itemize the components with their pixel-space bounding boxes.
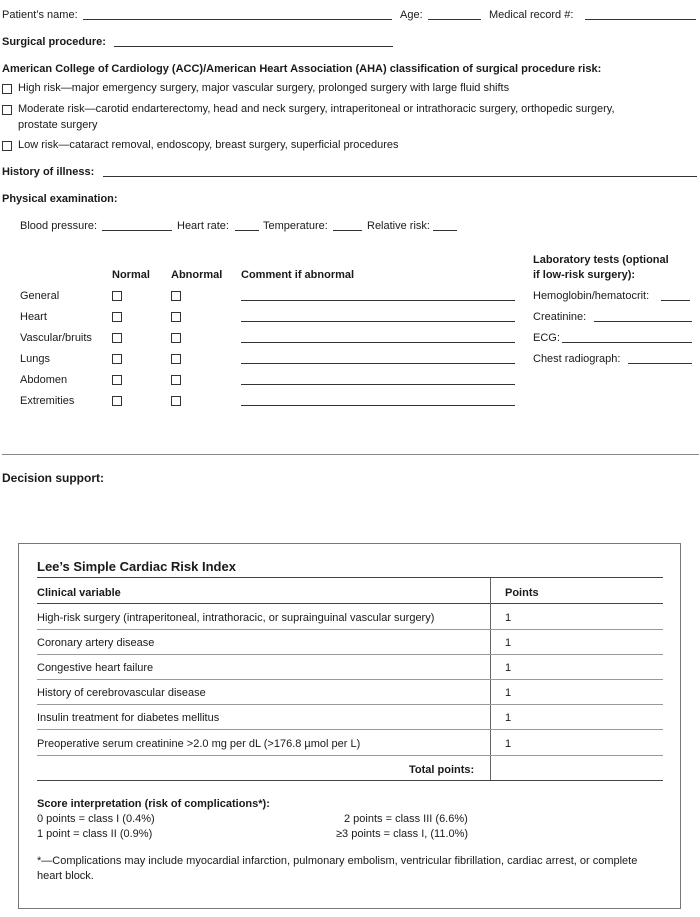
surgical-procedure-field[interactable]	[114, 46, 393, 47]
table-row-points: 1	[505, 662, 512, 674]
patient-name-label: Patient’s name:	[2, 9, 78, 21]
patient-name-field[interactable]	[83, 19, 392, 20]
hr-label: Heart rate:	[177, 220, 229, 232]
exam-normal-checkbox[interactable]	[112, 312, 122, 322]
col-points-header: Points	[505, 587, 539, 599]
exam-abnormal-checkbox[interactable]	[171, 354, 181, 364]
exam-row-label: Abdomen	[20, 374, 68, 386]
exam-normal-checkbox[interactable]	[112, 291, 122, 301]
table-row-variable: History of cerebrovascular disease	[37, 687, 206, 699]
exam-abnormal-checkbox[interactable]	[171, 396, 181, 406]
exam-row-label: Heart	[20, 311, 47, 323]
lab-test-field[interactable]	[562, 342, 692, 343]
history-field[interactable]	[103, 176, 697, 177]
exam-normal-checkbox[interactable]	[112, 375, 122, 385]
table-row-points: 1	[505, 637, 512, 649]
table-row-rule	[37, 755, 663, 756]
table-row-points: 1	[505, 612, 512, 624]
moderate-risk-label-cont: prostate surgery	[18, 119, 98, 131]
rr-label: Relative risk:	[367, 220, 430, 232]
footnote-cont: heart block.	[37, 870, 94, 882]
section-divider	[2, 454, 699, 455]
lab-test-label: Chest radiograph:	[533, 353, 621, 365]
lab-test-field[interactable]	[594, 321, 692, 322]
lab-tests-title-cont: if low-risk surgery):	[533, 269, 636, 281]
lab-test-field[interactable]	[661, 300, 690, 301]
physical-exam-title: Physical examination:	[2, 193, 118, 205]
moderate-risk-label: Moderate risk—carotid endarterectomy, head and neck surgery, intraperitoneal or intrathoracic surgery, orthopedic surgery,	[18, 103, 615, 115]
table-row-rule	[37, 654, 663, 655]
exam-normal-checkbox[interactable]	[112, 333, 122, 343]
age-field[interactable]	[428, 19, 481, 20]
table-row-rule	[37, 729, 663, 730]
age-label: Age:	[400, 9, 423, 21]
table-row-points: 1	[505, 687, 512, 699]
table-row-rule	[37, 629, 663, 630]
table-top-rule	[37, 577, 663, 578]
exam-row-label: Extremities	[20, 395, 75, 407]
exam-comment-field[interactable]	[241, 321, 515, 322]
exam-comment-field[interactable]	[241, 384, 515, 385]
rr-field[interactable]	[433, 230, 457, 231]
exam-abnormal-checkbox[interactable]	[171, 375, 181, 385]
exam-normal-checkbox[interactable]	[112, 354, 122, 364]
surgical-procedure-label: Surgical procedure:	[2, 36, 106, 48]
moderate-risk-checkbox[interactable]	[2, 105, 12, 115]
table-row-variable: Preoperative serum creatinine >2.0 mg per dL (>176.8 µmol per L)	[37, 738, 361, 750]
col-variable-header: Clinical variable	[37, 587, 121, 599]
table-row-variable: Congestive heart failure	[37, 662, 154, 674]
low-risk-label: Low risk—cataract removal, endoscopy, breast surgery, superficial procedures	[18, 139, 399, 151]
interp-class-iv: ≥3 points = class I, (11.0%)	[336, 828, 469, 840]
lab-tests-title: Laboratory tests (optional	[533, 254, 669, 266]
lab-test-label: ECG:	[533, 332, 560, 344]
exam-row-label: Lungs	[20, 353, 50, 365]
table-row-rule	[37, 704, 663, 705]
total-points-label: Total points:	[409, 764, 475, 776]
temp-label: Temperature:	[263, 220, 328, 232]
table-bottom-rule	[37, 780, 663, 781]
mrn-label: Medical record #:	[489, 9, 574, 21]
col-normal-header: Normal	[112, 269, 150, 281]
high-risk-label: High risk—major emergency surgery, major vascular surgery, prolonged surgery with large fluid shifts	[18, 82, 510, 94]
col-abnormal-header: Abnormal	[171, 269, 223, 281]
table-header-rule	[37, 603, 663, 604]
exam-abnormal-checkbox[interactable]	[171, 312, 181, 322]
temp-field[interactable]	[333, 230, 362, 231]
high-risk-checkbox[interactable]	[2, 84, 12, 94]
exam-comment-field[interactable]	[241, 405, 515, 406]
decision-support-label: Decision support:	[2, 471, 105, 485]
exam-normal-checkbox[interactable]	[112, 396, 122, 406]
table-row-points: 1	[505, 738, 512, 750]
interp-class-i: 0 points = class I (0.4%)	[37, 813, 155, 825]
bp-label: Blood pressure:	[20, 220, 98, 232]
mrn-field[interactable]	[585, 19, 696, 20]
lab-test-label: Creatinine:	[533, 311, 587, 323]
table-row-rule	[37, 679, 663, 680]
interp-class-ii: 1 point = class II (0.9%)	[37, 828, 153, 840]
risk-classification-title: American College of Cardiology (ACC)/American Heart Association (AHA) classification of surgical procedure risk:	[2, 63, 602, 75]
bp-field[interactable]	[102, 230, 172, 231]
col-comment-header: Comment if abnormal	[241, 269, 355, 281]
hr-field[interactable]	[235, 230, 259, 231]
table-row-points: 1	[505, 712, 512, 724]
exam-comment-field[interactable]	[241, 363, 515, 364]
lee-index-title: Lee’s Simple Cardiac Risk Index	[37, 559, 236, 574]
exam-row-label: General	[20, 290, 60, 302]
lab-test-field[interactable]	[628, 363, 692, 364]
low-risk-checkbox[interactable]	[2, 141, 12, 151]
footnote: *—Complications may include myocardial infarction, pulmonary embolism, ventricular fibrillation, cardiac arrest, or complete	[37, 855, 638, 867]
exam-comment-field[interactable]	[241, 342, 515, 343]
table-row-variable: Coronary artery disease	[37, 637, 155, 649]
interp-class-iii: 2 points = class III (6.6%)	[344, 813, 468, 825]
exam-row-label: Vascular/bruits	[20, 332, 92, 344]
exam-abnormal-checkbox[interactable]	[171, 333, 181, 343]
history-label: History of illness:	[2, 166, 95, 178]
exam-abnormal-checkbox[interactable]	[171, 291, 181, 301]
table-row-variable: High-risk surgery (intraperitoneal, intrathoracic, or suprainguinal vascular surgery)	[37, 612, 435, 624]
interp-title: Score interpretation (risk of complications*):	[37, 798, 270, 810]
table-row-variable: Insulin treatment for diabetes mellitus	[37, 712, 220, 724]
lab-test-label: Hemoglobin/hematocrit:	[533, 290, 650, 302]
exam-comment-field[interactable]	[241, 300, 515, 301]
